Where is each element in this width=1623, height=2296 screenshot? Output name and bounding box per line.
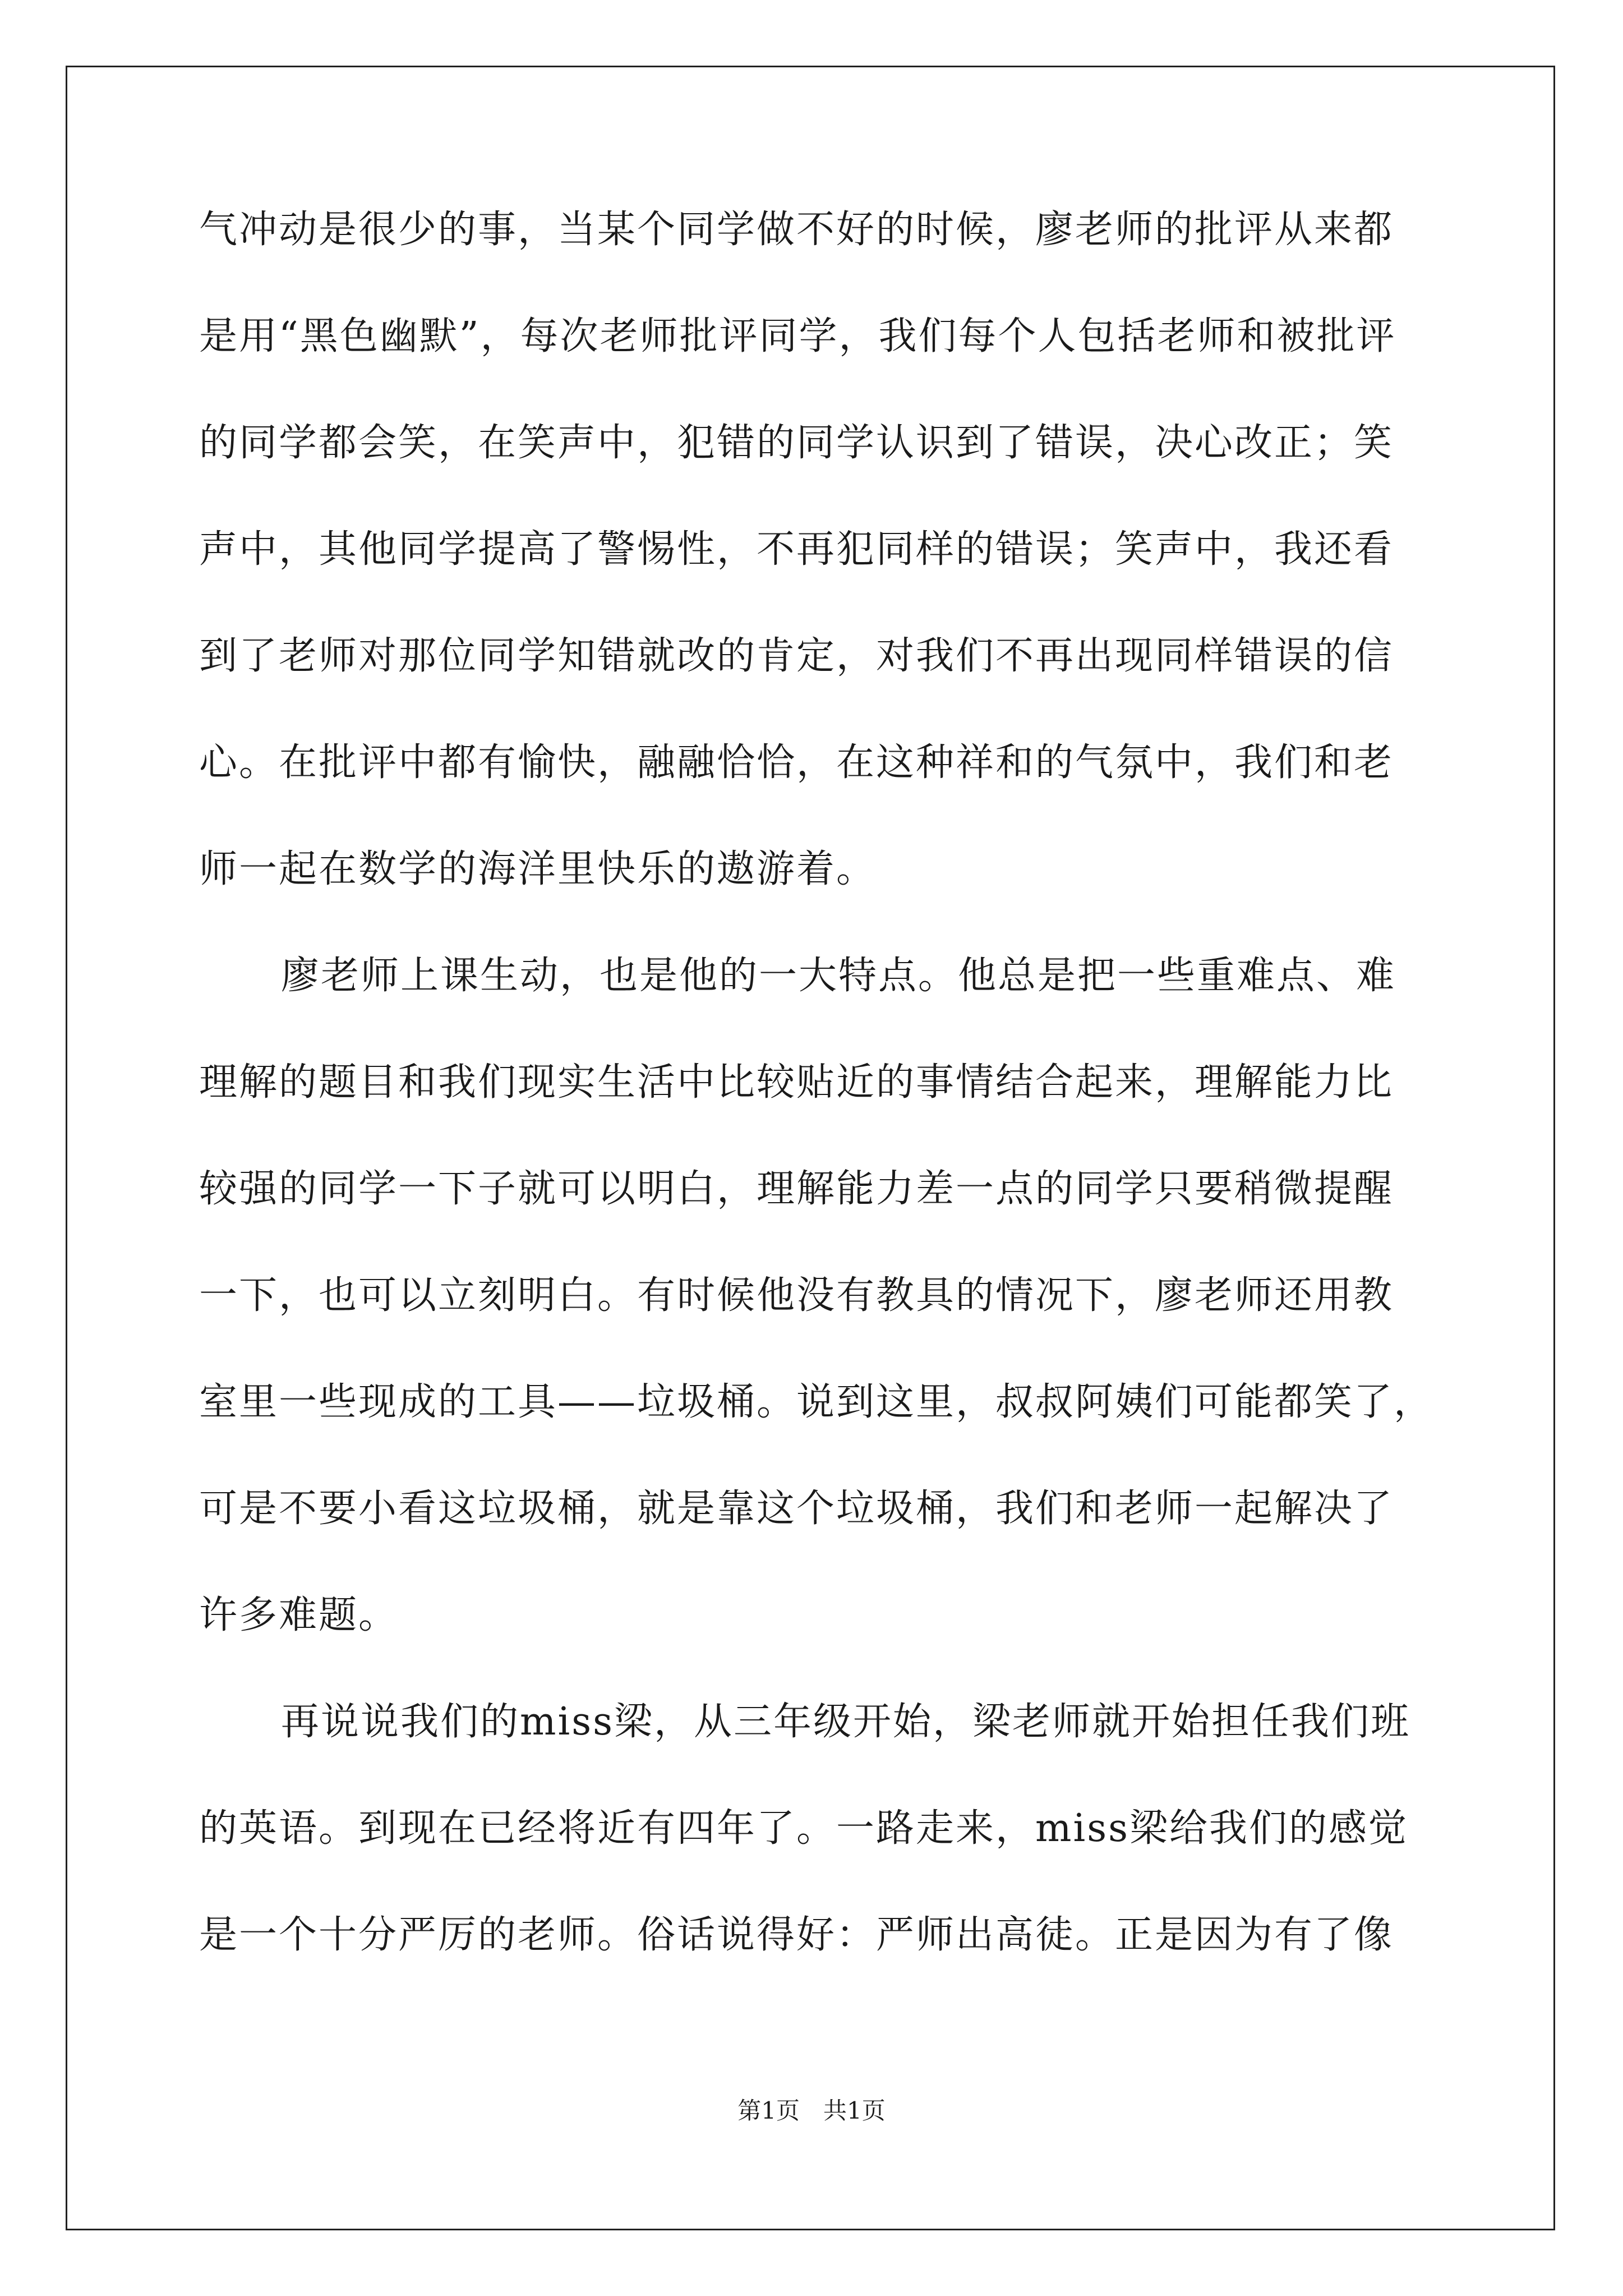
- text-line: 心。在批评中都有愉快，融融恰恰，在这种祥和的气氛中，我们和老: [199, 740, 1394, 785]
- text-line: 可是不要小看这垃圾桶，就是靠这个垃圾桶，我们和老师一起解决了: [199, 1487, 1394, 1531]
- text-line: 一下，也可以立刻明白。有时候他没有教具的情况下，廖老师还用教: [199, 1273, 1394, 1318]
- text-line: 是一个十分严厉的老师。俗话说得好：严师出高徒。正是因为有了像: [199, 1913, 1394, 1957]
- page-footer: 第1页 共1页: [737, 2097, 886, 2124]
- document-body: [199, 208, 1433, 2019]
- text-line: 到了老师对那位同学知错就改的肯定，对我们不再出现同样错误的信: [199, 634, 1394, 678]
- text-line: 的同学都会笑，在笑声中，犯错的同学认识到了错误，决心改正；笑: [199, 421, 1394, 465]
- text-line: 廖老师上课生动，也是他的一大特点。他总是把一些重难点、难: [281, 954, 1396, 998]
- text-line: 室里一些现成的工具——垃圾桶。说到这里，叔叔阿姨们可能都笑了，: [199, 1380, 1434, 1424]
- text-line: 的英语。到现在已经将近有四年了。一路走来，miss梁给我们的感觉: [199, 1806, 1409, 1851]
- text-line: 气冲动是很少的事，当某个同学做不好的时候，廖老师的批评从来都: [199, 208, 1394, 252]
- text-line: 许多难题。: [199, 1593, 399, 1637]
- text-line: 较强的同学一下子就可以明白，理解能力差一点的同学只要稍微提醒: [199, 1167, 1394, 1211]
- text-line: 声中，其他同学提高了警惕性，不再犯同样的错误；笑声中，我还看: [199, 527, 1394, 572]
- text-line: 是用“黑色幽默”，每次老师批评同学，我们每个人包括老师和被批评: [199, 314, 1396, 358]
- text-line: 再说说我们的miss梁，从三年级开始，梁老师就开始担任我们班: [281, 1700, 1411, 1744]
- text-line: 师一起在数学的海洋里快乐的遨游着。: [199, 847, 877, 891]
- text-line: 理解的题目和我们现实生活中比较贴近的事情结合起来，理解能力比: [199, 1060, 1394, 1105]
